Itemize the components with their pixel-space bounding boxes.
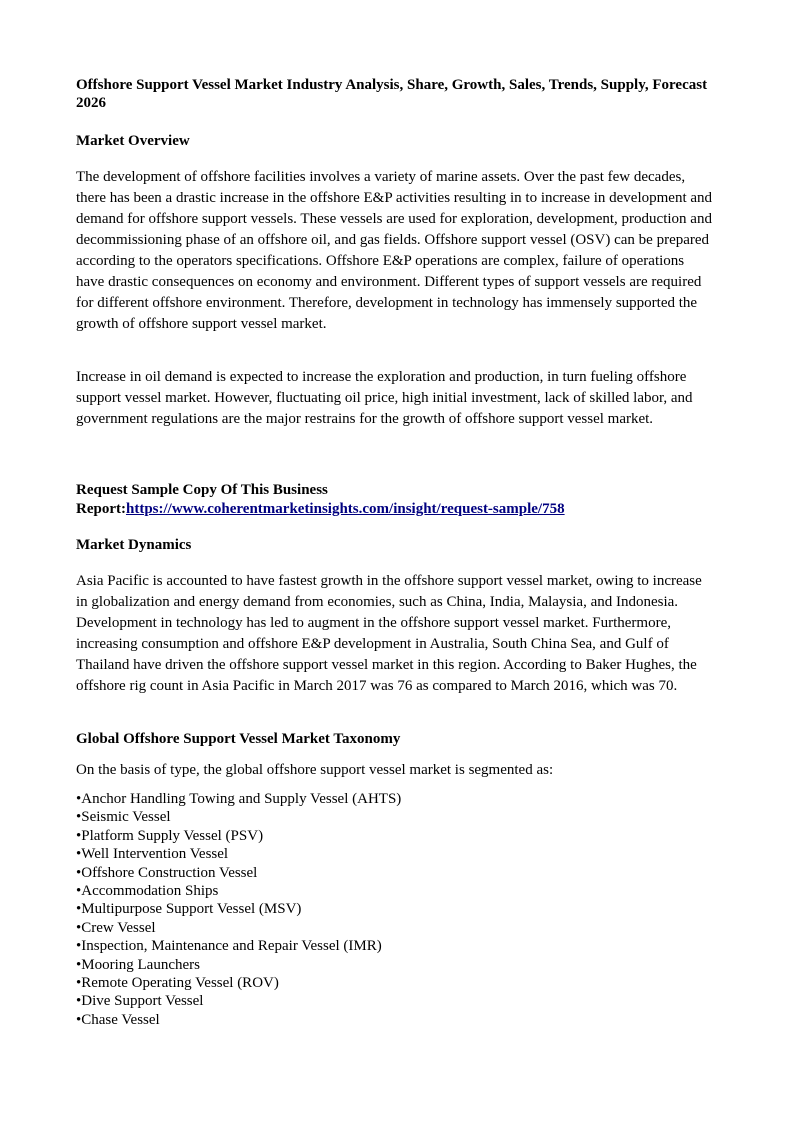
list-item: •Accommodation Ships [76,883,219,900]
list-item: •Platform Supply Vessel (PSV) [76,827,264,844]
request-sample-label: Request Sample Copy Of This Business [76,482,328,498]
list-item: •Dive Support Vessel [76,993,204,1010]
list-item: •Well Intervention Vessel [76,846,229,863]
list-item: •Crew Vessel [76,919,156,936]
list-item: •Seismic Vessel [76,809,171,826]
taxonomy-heading: Global Offshore Support Vessel Market Taxonomy [76,731,401,747]
request-sample-report-label: Report: [76,500,126,517]
request-sample-link[interactable]: https://www.coherentmarketinsights.com/insight/request-sample/758 [125,500,565,517]
list-item: •Multipurpose Support Vessel (MSV) [76,901,302,918]
list-item: •Remote Operating Vessel (ROV) [76,975,279,992]
market-overview-heading: Market Overview [76,133,190,149]
taxonomy-intro: On the basis of type, the global offshore support vessel market is segmented as: [76,762,554,778]
list-item: •Offshore Construction Vessel [76,864,258,881]
list-item: •Chase Vessel [76,1011,160,1028]
vessel-type-list [76,790,401,1029]
market-overview-paragraph-1: The development of offshore facilities involves a variety of marine assets. Over the past few decades, there has been a drastic increase in the offshore E&P activities resulting in to increase in development and demand for offshore support vessels. These vessels are used for exploration, development, production and decommissioning phase of an offshore oil, and gas fields. Offshore support vessel (OSV) can be prepared according to the operators specifications. Offshore E&P operations are complex, failure of operations have drastic consequences on economy and environment. Different types of support vessels are required for different offshore environment. Therefore, development in technology has immensely supported the growth of offshore support vessel market. [76,169,713,332]
request-sample-block [76,481,716,518]
list-item: •Anchor Handling Towing and Supply Vessel (AHTS) [76,791,402,807]
document-title: Offshore Support Vessel Market Industry Analysis, Share, Growth, Sales, Trends, Supply, Forecast 2026 [76,77,708,111]
market-overview-paragraph-2: Increase in oil demand is expected to increase the exploration and production, in turn fueling offshore support vessel market. However, fluctuating oil price, high initial investment, lack of skilled labor, and government regulations are the major restrains for the growth of offshore support vessel market. [76,369,693,427]
market-dynamics-heading: Market Dynamics [76,537,192,553]
market-dynamics-paragraph: Asia Pacific is accounted to have fastest growth in the offshore support vessel market, owing to increase in globalization and energy demand from economies, such as China, India, Malaysia, and Indonesia. Development in technology has led to augment in the offshore support vessel market. Furthermore, increasing consumption and offshore E&P development in Australia, South China Sea, and Gulf of Thailand have driven the offshore support vessel market in this region. According to Baker Hughes, the offshore rig count in Asia Pacific in March 2017 was 76 as compared to March 2016, which was 70. [76,573,702,694]
list-item: •Mooring Launchers [76,956,200,973]
list-item: •Inspection, Maintenance and Repair Vessel (IMR) [76,938,382,955]
